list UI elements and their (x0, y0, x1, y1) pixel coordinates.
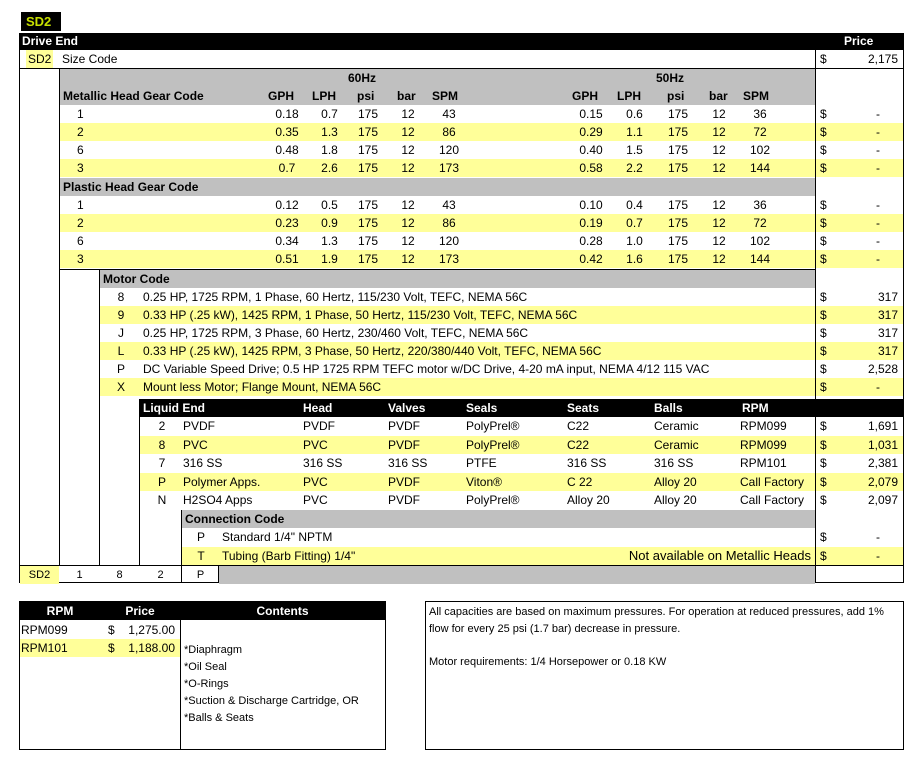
price-value: - (876, 143, 880, 157)
model-code-connection: P (196, 569, 205, 581)
price-dollar: $ (820, 380, 827, 394)
kit-rpm: RPM099 (21, 623, 68, 637)
gear-bar60: 12 (401, 252, 415, 266)
col-spm-50: SPM (743, 89, 770, 103)
price-value: - (876, 107, 880, 121)
gear-spm50: 144 (749, 252, 771, 266)
gear-bar50: 12 (712, 198, 726, 212)
price-dollar: $ (820, 344, 827, 358)
kit-price: 1,188.00 (128, 641, 175, 655)
price-dollar: $ (820, 419, 827, 433)
motor-row (100, 360, 815, 378)
price-value: 1,691 (867, 419, 898, 433)
price-value: - (876, 216, 880, 230)
liquid-head: PVC (303, 437, 328, 452)
price-dollar: $ (820, 548, 827, 563)
gear-code: 2 (77, 125, 84, 139)
capacity-note: All capacities are based on maximum pressures. For operation at reduced pressures, add 1% flow for every 25 psi (1.7 bar) decrease in pressure. (429, 606, 884, 635)
model-code-liquid: 2 (157, 569, 164, 581)
gear-lph60: 0.5 (321, 198, 338, 212)
drive-end-title: Drive End (22, 34, 79, 48)
kit-row (20, 639, 180, 657)
kit-content-item: *O-Rings (184, 678, 229, 690)
liquid-code: 7 (158, 456, 166, 471)
motor-code: P (116, 362, 125, 376)
gear-psi50: 175 (667, 252, 689, 266)
freq-60hz: 60Hz (348, 71, 377, 85)
price-dollar: $ (820, 474, 827, 489)
gear-gph50: 0.28 (579, 234, 603, 248)
gear-gph50: 0.15 (579, 107, 603, 121)
gear-psi60: 175 (357, 216, 379, 230)
gear-code: 2 (77, 216, 84, 230)
gear-code: 1 (77, 198, 84, 212)
price-value: - (876, 252, 880, 266)
gear-lph50: 0.4 (626, 198, 643, 212)
price-value: 2,381 (867, 456, 898, 471)
liquid-rpm: RPM099 (740, 419, 787, 433)
col-psi-60: psi (357, 89, 375, 103)
gear-bar60: 12 (401, 234, 415, 248)
motor-row (100, 342, 815, 360)
liquid-col-balls: Balls (654, 401, 683, 415)
price-value: - (876, 530, 880, 544)
gear-gph50: 0.19 (579, 216, 603, 230)
price-value: 317 (877, 290, 898, 304)
price-value: 2,097 (867, 493, 898, 508)
price-dollar: $ (820, 530, 827, 544)
gear-bar50: 12 (712, 125, 726, 139)
model-code-size: SD2 (20, 566, 59, 584)
liquid-col-seals: Seals (466, 401, 498, 415)
gear-bar60: 12 (401, 198, 415, 212)
kit-col-rpm: RPM (46, 604, 74, 618)
price-dollar: $ (820, 456, 827, 471)
gear-lph60: 1.9 (321, 252, 338, 266)
gear-lph50: 2.2 (626, 161, 643, 175)
liquid-seals: PTFE (466, 456, 497, 471)
liquid-seals: Viton® (466, 474, 502, 489)
col-psi-50: psi (667, 89, 685, 103)
motor-desc: DC Variable Speed Drive; 0.5 HP 1725 RPM TEFC motor w/DC Drive, 4-20 mA input, NEMA 4/12 115 VAC (143, 362, 710, 376)
size-code-label: Size Code (62, 52, 118, 66)
gear-spm60: 43 (442, 198, 456, 212)
liquid-row (140, 491, 815, 509)
liquid-seats: C 22 (567, 474, 593, 489)
metallic-header-row (60, 87, 815, 105)
notes-box (425, 601, 904, 750)
liquid-balls: Ceramic (654, 437, 699, 452)
liquid-name: Polymer Apps. (183, 474, 261, 489)
gear-bar60: 12 (401, 216, 415, 230)
gear-lph60: 1.8 (321, 143, 338, 157)
plastic-title: Plastic Head Gear Code (63, 180, 199, 194)
gear-row (60, 214, 815, 232)
gear-psi60: 175 (357, 143, 379, 157)
motor-desc: 0.25 HP, 1725 RPM, 3 Phase, 60 Hertz, 230/460 Volt, TEFC, NEMA 56C (143, 326, 529, 340)
price-dollar: $ (820, 143, 827, 157)
gear-lph60: 0.9 (321, 216, 338, 230)
liquid-seats: C22 (567, 437, 590, 452)
liquid-valves: PVDF (388, 437, 421, 452)
gear-psi60: 175 (357, 198, 379, 212)
kit-dollar: $ (108, 623, 115, 637)
liquid-valves: PVDF (388, 419, 421, 433)
kit-divider (180, 620, 181, 750)
gear-gph60: 0.34 (275, 234, 299, 248)
liquid-head: PVC (303, 474, 328, 489)
gear-psi50: 175 (667, 161, 689, 175)
price-dollar: $ (820, 308, 827, 322)
connection-desc: Tubing (Barb Fitting) 1/4" (222, 548, 356, 563)
connection-header-row (182, 510, 815, 528)
gear-row (60, 250, 815, 268)
metallic-title: Metallic Head Gear Code (63, 89, 204, 103)
motor-title: Motor Code (103, 272, 170, 286)
price-value: 317 (877, 326, 898, 340)
kit-col-contents: Contents (256, 604, 309, 618)
gear-gph60: 0.18 (275, 107, 299, 121)
gear-spm50: 72 (753, 125, 767, 139)
gear-lph50: 1.5 (626, 143, 643, 157)
kit-header-row (20, 602, 385, 620)
gear-code: 6 (77, 143, 84, 157)
gear-gph50: 0.42 (579, 252, 603, 266)
size-badge: SD2 (21, 12, 61, 31)
gear-code: 1 (77, 107, 84, 121)
price-dollar: $ (820, 234, 827, 248)
gear-gph60: 0.12 (275, 198, 299, 212)
liquid-head: 316 SS (303, 456, 343, 471)
motor-row (100, 378, 815, 396)
gear-psi60: 175 (357, 125, 379, 139)
motor-row (100, 306, 815, 324)
liquid-seats: C22 (567, 419, 590, 433)
gear-bar60: 12 (401, 107, 415, 121)
liquid-seals: PolyPrel® (466, 437, 520, 452)
connection-title: Connection Code (185, 512, 285, 526)
kit-price: 1,275.00 (128, 623, 175, 637)
gear-spm60: 86 (442, 125, 456, 139)
motor-code: L (117, 344, 125, 358)
liquid-code: 2 (158, 419, 166, 433)
price-value: - (876, 198, 880, 212)
gear-lph60: 0.7 (321, 107, 338, 121)
gear-row (60, 141, 815, 159)
price-value: - (876, 380, 880, 394)
kit-content-item: *Diaphragm (184, 644, 243, 656)
price-dollar: $ (820, 437, 827, 452)
connection-note: Not available on Metallic Heads (628, 547, 811, 563)
gear-gph50: 0.29 (579, 125, 603, 139)
liquid-rpm: Call Factory (740, 474, 805, 489)
gear-spm50: 144 (749, 161, 771, 175)
motor-desc: Mount less Motor; Flange Mount, NEMA 56C (143, 380, 382, 394)
liquid-head: PVC (303, 493, 328, 508)
gear-psi50: 175 (667, 125, 689, 139)
gear-lph60: 1.3 (321, 234, 338, 248)
liquid-row (140, 436, 815, 454)
col-bar-60: bar (397, 89, 416, 103)
frame-left (19, 50, 20, 583)
gear-bar50: 12 (712, 107, 726, 121)
gear-gph50: 0.10 (579, 198, 603, 212)
col-lph-50: LPH (617, 89, 641, 103)
liquid-col-valves: Valves (388, 401, 426, 415)
kit-contents (184, 642, 359, 727)
liquid-name: 316 SS (183, 456, 223, 471)
gear-spm60: 120 (438, 143, 460, 157)
gear-gph50: 0.40 (579, 143, 603, 157)
gear-gph50: 0.58 (579, 161, 603, 175)
liquid-name: PVC (183, 437, 208, 452)
gear-spm60: 120 (438, 234, 460, 248)
liquid-balls: Alloy 20 (654, 474, 697, 489)
gear-bar50: 12 (712, 161, 726, 175)
gear-bar50: 12 (712, 234, 726, 248)
motor-code: J (118, 326, 124, 340)
liquid-rpm: RPM099 (740, 437, 787, 452)
size-dollar: $ (820, 52, 827, 66)
gear-spm60: 86 (442, 216, 456, 230)
gear-psi60: 175 (357, 252, 379, 266)
gear-bar50: 12 (712, 252, 726, 266)
gear-psi60: 175 (357, 234, 379, 248)
liquid-valves: 316 SS (388, 456, 428, 471)
price-dollar: $ (820, 252, 827, 266)
gear-psi60: 175 (357, 107, 379, 121)
motor-code: X (116, 380, 125, 394)
price-header: Price (844, 34, 874, 48)
plastic-header-row (60, 178, 815, 196)
liquid-name: H2SO4 Apps (183, 493, 253, 508)
liquid-row (140, 417, 815, 435)
gear-gph60: 0.23 (275, 216, 299, 230)
connection-desc: Standard 1/4" NPTM (222, 530, 333, 544)
price-dollar: $ (820, 362, 827, 376)
kit-dollar: $ (108, 641, 115, 655)
connection-code: P (196, 530, 205, 544)
gear-bar60: 12 (401, 125, 415, 139)
gear-spm60: 173 (438, 161, 460, 175)
liquid-rpm: Call Factory (740, 493, 805, 508)
frame-right (903, 50, 904, 583)
kit-content-item: *Balls & Seats (184, 712, 254, 724)
liquid-row (140, 454, 815, 472)
gear-row (60, 232, 815, 250)
price-value: 1,031 (867, 437, 898, 452)
gear-bar60: 12 (401, 143, 415, 157)
price-dollar: $ (820, 107, 827, 121)
price-dollar: $ (820, 161, 827, 175)
col-gph-60: GPH (268, 89, 295, 103)
liquid-seats: 316 SS (567, 456, 607, 471)
size-code: SD2 (28, 52, 52, 66)
gear-psi60: 175 (357, 161, 379, 175)
kit-content-item: *Oil Seal (184, 661, 227, 673)
gear-bar50: 12 (712, 216, 726, 230)
gear-gph60: 0.51 (275, 252, 299, 266)
gear-row (60, 105, 815, 123)
gear-gph60: 0.48 (275, 143, 299, 157)
motor-row (100, 324, 815, 342)
price-dollar: $ (820, 198, 827, 212)
price-dollar: $ (820, 290, 827, 304)
gear-lph50: 0.6 (626, 107, 643, 121)
liquid-col-seats: Seats (567, 401, 600, 415)
liquid-col-head: Head (303, 401, 333, 415)
price-dollar: $ (820, 125, 827, 139)
connection-row (182, 547, 815, 565)
motor-row (100, 288, 815, 306)
col-bar-50: bar (709, 89, 728, 103)
price-dollar: $ (820, 493, 827, 508)
liquid-seats: Alloy 20 (567, 493, 610, 508)
gear-lph50: 1.1 (626, 125, 643, 139)
gear-psi50: 175 (667, 107, 689, 121)
gear-code: 3 (77, 252, 84, 266)
price-value: 2,528 (867, 362, 898, 376)
liquid-title: Liquid End (143, 401, 205, 415)
size-price: 2,175 (867, 52, 898, 66)
price-value: 2,079 (867, 474, 898, 489)
kit-rpm: RPM101 (21, 641, 68, 655)
gear-spm50: 102 (749, 143, 771, 157)
gear-spm50: 102 (749, 234, 771, 248)
motor-code: 9 (117, 308, 125, 322)
price-value: 317 (877, 344, 898, 358)
gear-code: 3 (77, 161, 84, 175)
motor-requirements-note: Motor requirements: 1/4 Horsepower or 0.18 KW (429, 656, 667, 668)
drive-end-header (19, 33, 904, 50)
price-value: 317 (877, 308, 898, 322)
size-code-row (20, 50, 815, 68)
price-value: - (876, 161, 880, 175)
gear-lph50: 1.0 (626, 234, 643, 248)
liquid-valves: PVDF (388, 493, 421, 508)
gear-psi50: 175 (667, 216, 689, 230)
liquid-code: P (157, 474, 166, 489)
motor-desc: 0.25 HP, 1725 RPM, 1 Phase, 60 Hertz, 115/230 Volt, TEFC, NEMA 56C (143, 290, 528, 304)
col-lph-60: LPH (312, 89, 336, 103)
gear-lph60: 2.6 (321, 161, 338, 175)
liquid-seals: PolyPrel® (466, 419, 520, 433)
gear-spm50: 36 (753, 198, 767, 212)
connection-code: T (197, 548, 205, 563)
gear-lph60: 1.3 (321, 125, 338, 139)
motor-desc: 0.33 HP (.25 kW), 1425 RPM, 1 Phase, 50 Hertz, 115/230 Volt, TEFC, NEMA 56C (143, 308, 578, 322)
liquid-balls: Ceramic (654, 419, 699, 433)
liquid-rpm: RPM101 (740, 456, 787, 471)
price-value: - (876, 234, 880, 248)
model-row-fill (219, 566, 815, 584)
motor-code: 8 (117, 290, 125, 304)
price-dollar: $ (820, 326, 827, 340)
gear-bar50: 12 (712, 143, 726, 157)
gear-bar60: 12 (401, 161, 415, 175)
gear-lph50: 0.7 (626, 216, 643, 230)
gear-gph60: 0.35 (275, 125, 299, 139)
gear-psi50: 175 (667, 143, 689, 157)
liquid-balls: 316 SS (654, 456, 694, 471)
motor-desc: 0.33 HP (.25 kW), 1425 RPM, 3 Phase, 50 Hertz, 220/380/440 Volt, TEFC, NEMA 56C (143, 344, 602, 358)
gear-spm60: 43 (442, 107, 456, 121)
liquid-row (140, 473, 815, 491)
col-gph-50: GPH (572, 89, 599, 103)
freq-header-row (60, 69, 815, 87)
gear-row (60, 159, 815, 177)
liquid-head: PVDF (303, 419, 336, 433)
connection-row (182, 528, 815, 546)
gear-row (60, 196, 815, 214)
price-value: - (876, 548, 880, 563)
freq-50hz: 50Hz (656, 71, 685, 85)
kit-content-item: *Suction & Discharge Cartridge, OR (184, 695, 359, 707)
gear-row (60, 123, 815, 141)
price-dollar: $ (820, 216, 827, 230)
liquid-name: PVDF (183, 419, 216, 433)
gear-code: 6 (77, 234, 84, 248)
liquid-valves: PVDF (388, 474, 421, 489)
model-code-motor: 8 (116, 569, 123, 581)
kit-row (20, 621, 180, 639)
gear-spm60: 173 (438, 252, 460, 266)
motor-header-row (100, 270, 815, 288)
liquid-seals: PolyPrel® (466, 493, 520, 508)
gear-psi50: 175 (667, 234, 689, 248)
gear-spm50: 72 (753, 216, 767, 230)
gear-lph50: 1.6 (626, 252, 643, 266)
col-spm-60: SPM (432, 89, 459, 103)
liquid-balls: Alloy 20 (654, 493, 697, 508)
model-divider (218, 565, 219, 583)
gear-psi50: 175 (667, 198, 689, 212)
kit-col-price: Price (125, 604, 155, 618)
liquid-header-row (140, 399, 904, 417)
liquid-code: N (157, 493, 167, 508)
liquid-code: 8 (158, 437, 166, 452)
liquid-col-rpm: RPM (742, 401, 769, 415)
price-value: - (876, 125, 880, 139)
gear-spm50: 36 (753, 107, 767, 121)
gear-gph60: 0.7 (278, 161, 296, 175)
model-code-gear: 1 (76, 569, 83, 581)
